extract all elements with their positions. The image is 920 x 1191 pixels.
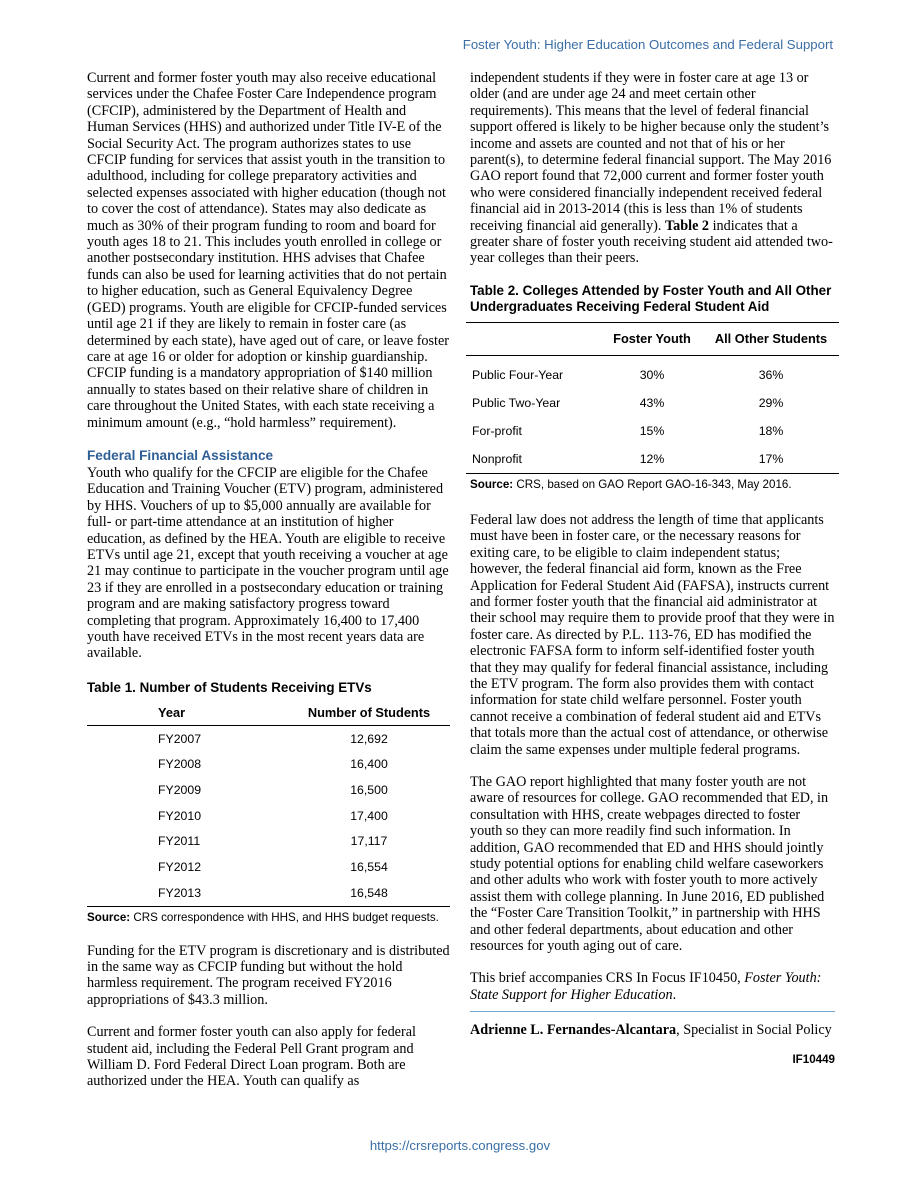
- table1-cell: 17,400: [350, 808, 388, 823]
- left-column: [87, 70, 450, 1106]
- table2-cell: Public Two-Year: [472, 395, 561, 410]
- author-title: , Specialist in Social Policy: [676, 1022, 832, 1039]
- paragraph-cfcip: Current and former foster youth may also receive educational services under the Chafee Foster Care Independence program (CFCIP), administered by the Department of Health and Human Services (HHS) and authorized under Title IV-E of the Social Security Act. The program authorizes states to use CFCIP funding for services that assist youth in the transition to adulthood, including for college preparatory activities and selected expenses associated with higher education (though not to cover the cost of attendance). States may also dedicate as much as 30% of their program funding to room and board for youth ages 18 to 21. This includes youth enrolled in college or another postsecondary institution. HHS advises that Chafee funds can also be used for learning activities that do not pertain to higher education, such as General Equivalency Degree (GED) programs. Youth are eligible for CFCIP-funded services until age 21 if they are likely to remain in foster care (as determined by each state), have aged out of care, or leave foster care at age 16 or older for adoption or kinship guardianship. CFCIP funding is a mandatory appropriation of $140 million annually to states based on their relative share of children in care throughout the United States, with each state receiving a minimum amount (e.g., “hold harmless” requirement).: [87, 70, 449, 431]
- table2-cell: 29%: [758, 395, 784, 410]
- paragraph-companion-brief: This brief accompanies CRS In Focus IF10450, Foster Youth: State Support for Higher Education.: [470, 970, 822, 1003]
- table2-cell: 18%: [758, 423, 784, 438]
- table1-source: Source: CRS correspondence with HHS, and HHS budget requests.: [87, 910, 439, 924]
- table2-cell: 43%: [639, 395, 665, 410]
- companion-brief-title: Foster Youth: State Support for Higher Education: [470, 970, 822, 1003]
- table-row: [87, 880, 450, 906]
- table-row: [87, 803, 450, 829]
- footer-url-link[interactable]: https://crsreports.congress.gov: [369, 1138, 551, 1153]
- table1-cell: FY2012: [158, 860, 202, 875]
- document-number: IF10449: [792, 1053, 835, 1067]
- paragraph-gao-recommendations: The GAO report highlighted that many foster youth are not aware of resources for college. GAO recommended that ED, in consultation with HHS, create webpages directed to foster youth so they can more readily find such information. In addition, GAO recommended that ED and HHS should jointly study potential options for enabling child welfare caseworkers and other adults who work with foster youth to more actively assist them with college planning. In June 2016, ED published the “Foster Care Transition Toolkit,” in partnership with HHS and other federal departments, about education and other resources for youth aging out of care.: [470, 773, 829, 955]
- table1-title: Table 1. Number of Students Receiving ETVs: [87, 679, 372, 695]
- table2-reference: Table 2: [664, 217, 710, 234]
- paragraph-federal-aid: Current and former foster youth can also apply for federal student aid, including the Federal Pell Grant program and William D. Ford Federal Direct Loan program. Both are authorized under the HEA. Youth can qualify as: [87, 1024, 416, 1090]
- table1-header-students: Number of Students: [288, 700, 450, 726]
- table2-header-blank: [466, 322, 601, 355]
- table1-cell: 16,500: [350, 783, 388, 798]
- paragraph-fafsa: Federal law does not address the length of time that applicants must have been in foster care, or the necessary reasons for exiting care, to be eligible to claim independent status; however, the federal financial aid form, known as the Free Application for Federal Student Aid (FAFSA), instructs current and former foster youth that the financial aid administrator at their school may require them to provide proof that they were in foster care. As directed by P.L. 113-76, ED has modified the electronic FAFSA form to inform self-identified foster youth that they may qualify for federal financial assistance, including the ETV program. The form also provides them with contact information for state child welfare personnel. Foster youth cannot receive a combination of federal student aid and ETVs that totals more than the actual cost of attendance, or otherwise claim the same expenses under multiple federal programs.: [470, 511, 835, 758]
- table1-cell: 16,548: [350, 885, 388, 900]
- paragraph-independent-status: independent students if they were in foster care at age 13 or older (and are under age 24 and meet certain other requirements). This means that the level of federal financial support offered is likely to be higher because only the student’s income and assets are counted and not that of his or her parent(s), to determine federal financial support. The May 2016 GAO report found that 72,000 current and former foster youth who were considered financially independent received federal financial aid in 2013-2014 (this is less than 1% of students receiving financial aid generally). Table 2 indicates that a greater share of foster youth receiving student aid attended two-year colleges than their peers.: [470, 70, 833, 267]
- table-row: [466, 445, 839, 474]
- table-row: [87, 725, 450, 751]
- table2-title: Table 2. Colleges Attended by Foster Youth and All Other Undergraduates Receiving Federal Student Aid: [470, 282, 832, 314]
- paragraph-etv-funding: Funding for the ETV program is discretionary and is distributed in the same way as CFCIP funding but without the hold harmless requirement. The program received FY2016 appropriations of $43.3 million.: [87, 942, 450, 1008]
- table1-cell: FY2009: [158, 783, 202, 798]
- table2-cell: 17%: [758, 451, 784, 466]
- table2-cell: Public Four-Year: [472, 367, 564, 382]
- table2-cell: 15%: [639, 423, 665, 438]
- table-row: [466, 355, 839, 389]
- table-row: [87, 777, 450, 803]
- table2-cell: 12%: [639, 451, 665, 466]
- table2-source: Source: CRS, based on GAO Report GAO-16-343, May 2016.: [470, 477, 792, 491]
- table1-cell: 16,554: [350, 860, 388, 875]
- author-name: Adrienne L. Fernandes-Alcantara: [470, 1022, 677, 1039]
- table2-cell: 36%: [758, 367, 784, 382]
- author-divider: [470, 1011, 835, 1012]
- table2-cell: Nonprofit: [472, 451, 522, 466]
- table1-cell: 17,117: [350, 834, 388, 849]
- right-column: [470, 70, 835, 1066]
- table-row: [87, 752, 450, 778]
- table1-cell: FY2007: [158, 731, 202, 746]
- table1-header-year: Year: [87, 700, 288, 726]
- table1-cell: FY2008: [158, 757, 202, 772]
- table1-cell: 16,400: [350, 757, 388, 772]
- table-row: [466, 389, 839, 417]
- table1-cell: FY2013: [158, 885, 202, 900]
- section-heading: Federal Financial Assistance: [87, 447, 274, 463]
- table1: [87, 700, 450, 907]
- table2-cell: 30%: [639, 367, 665, 382]
- author-line: [470, 1022, 835, 1039]
- table2-cell: For-profit: [472, 423, 522, 438]
- running-header: Foster Youth: Higher Education Outcomes and Federal Support: [462, 37, 833, 52]
- table1-cell: FY2010: [158, 808, 202, 823]
- paragraph-etv: Youth who qualify for the CFCIP are eligible for the Chafee Education and Training Voucher (ETV) program, administered by HHS. Vouchers of up to $5,000 annually are available for full- or part-time attendance at an institution of higher education, as defined by the HEA. Youth are eligible to receive ETVs until age 21, except that youth receiving a voucher at age 21 may continue to participate in the voucher program until age 23 if they are enrolled in a postsecondary education or training program and are making satisfactory progress toward completing that program. Approximately 16,400 to 17,400 youth have received ETVs in the most recent years data are available.: [87, 464, 449, 662]
- table2-header-foster: Foster Youth: [601, 322, 703, 355]
- table1-cell: FY2011: [158, 834, 201, 849]
- table-row: [87, 829, 450, 855]
- table-row: [466, 417, 839, 445]
- table2-header-other: All Other Students: [703, 322, 839, 355]
- table1-cell: 12,692: [350, 731, 388, 746]
- table-row: [87, 854, 450, 880]
- table2: [466, 322, 839, 474]
